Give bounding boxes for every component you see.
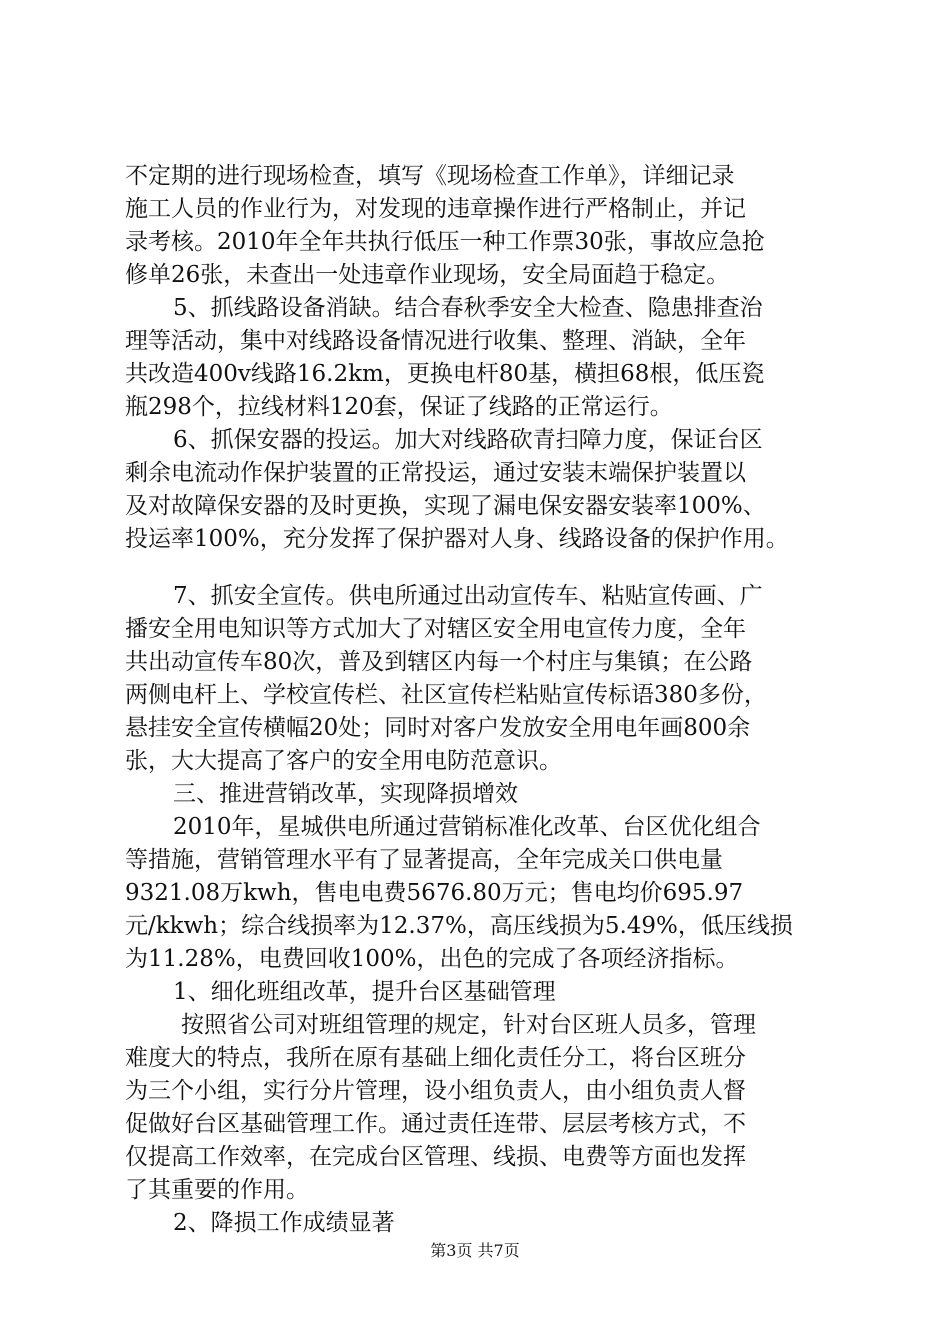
body-line-9: 6、抓保安器的投运。加大对线路砍青扫障力度，保证台区 — [173, 427, 763, 453]
page-footer: 第3页 共7页 — [430, 1241, 520, 1260]
body-line-22: 9321.08万kwh，售电电费5676.80万元；售电均价695.97 — [125, 880, 744, 906]
body-line-1: 不定期的进行现场检查，填写《现场检查工作单》，详细记录 — [125, 163, 735, 189]
body-line-4: 修单26张，未查出一处违章作业现场，安全局面趋于稳定。 — [125, 262, 730, 288]
body-line-8: 瓶298个，拉线材料120套，保证了线路的正常运行。 — [125, 394, 673, 420]
body-line-7: 共改造400v线路16.2km，更换电杆80基，横担68根，低压瓷 — [125, 361, 765, 387]
body-line-27: 难度大的特点，我所在原有基础上细化责任分工，将台区班分 — [125, 1045, 746, 1071]
body-line-18: 张，大大提高了客户的安全用电防范意识。 — [125, 748, 562, 774]
body-line-10: 剩余电流动作保护装置的正常投运，通过安装末端保护装置以 — [125, 460, 746, 486]
subheading-2: 2、降损工作成绩显著 — [173, 1210, 395, 1236]
body-line-26: 按照省公司对班组管理的规定，针对台区班人员多，管理 — [181, 1012, 756, 1038]
body-line-24: 为11.28%，电费回收100%，出色的完成了各项经济指标。 — [125, 946, 739, 972]
body-line-29: 促做好台区基础管理工作。通过责任连带、层层考核方式，不 — [125, 1111, 746, 1137]
body-line-11: 及对故障保安器的及时更换，实现了漏电保安器安装率100%、 — [125, 493, 766, 519]
section-heading-3: 三、推进营销改革，实现降损增效 — [173, 781, 518, 807]
body-line-15: 共出动宣传车80次，普及到辖区内每一个村庄与集镇；在公路 — [125, 649, 753, 675]
body-line-23: 元/kkwh；综合线损率为12.37%，高压线损为5.49%，低压线损 — [125, 913, 793, 939]
body-line-6: 理等活动，集中对线路设备情况进行收集、整理、消缺，全年 — [125, 328, 746, 354]
body-line-14: 播安全用电知识等方式加大了对辖区安全用电宣传力度，全年 — [125, 616, 746, 642]
body-line-16: 两侧电杆上、学校宣传栏、社区宣传栏粘贴宣传标语380多份， — [125, 682, 767, 708]
subheading-1: 1、细化班组改革，提升台区基础管理 — [173, 979, 556, 1005]
body-line-21: 等措施，营销管理水平有了显著提高，全年完成关口供电量 — [125, 847, 723, 873]
body-line-20: 2010年，星城供电所通过营销标准化改革、台区优化组合 — [173, 814, 761, 840]
body-line-31: 了其重要的作用。 — [125, 1177, 309, 1203]
body-line-13: 7、抓安全宣传。供电所通过出动宣传车、粘贴宣传画、广 — [173, 583, 763, 609]
body-line-12: 投运率100%，充分发挥了保护器对人身、线路设备的保护作用。 — [125, 526, 789, 552]
body-line-2: 施工人员的作业行为，对发现的违章操作进行严格制止，并记 — [125, 196, 746, 222]
body-line-3: 录考核。2010年全年共执行低压一种工作票30张，事故应急抢 — [125, 229, 765, 255]
body-line-5: 5、抓线路设备消缺。结合春秋季安全大检查、隐患排查治 — [173, 295, 763, 321]
body-line-30: 仅提高工作效率，在完成台区管理、线损、电费等方面也发挥 — [125, 1144, 746, 1170]
body-line-17: 悬挂安全宣传横幅20处；同时对客户发放安全用电年画800余 — [125, 715, 751, 741]
body-line-28: 为三个小组，实行分片管理，设小组负责人，由小组负责人督 — [125, 1078, 746, 1104]
